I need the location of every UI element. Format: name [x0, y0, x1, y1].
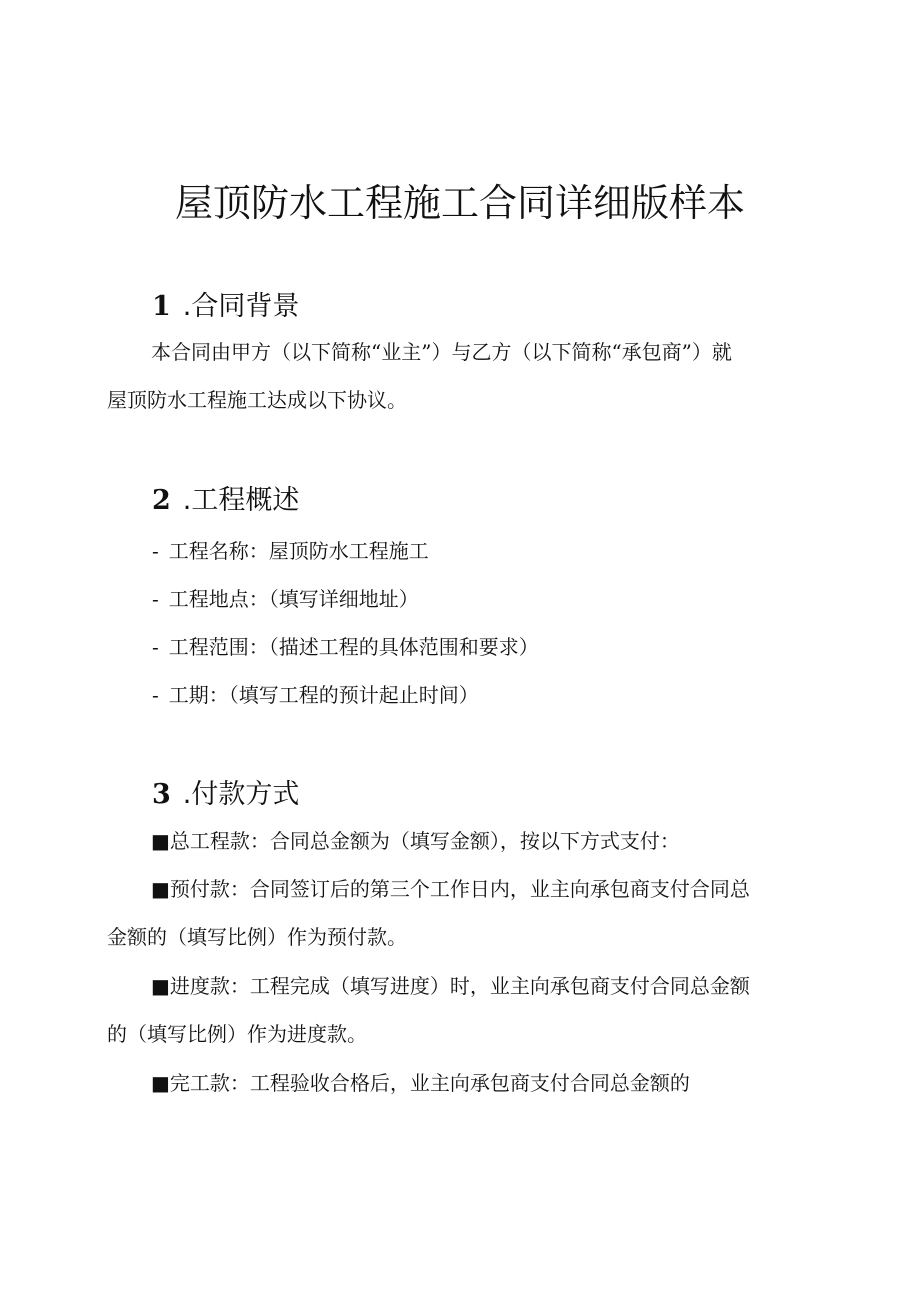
paragraph-line: 屋顶防水工程施工达成以下协议。	[107, 388, 407, 412]
section-title: .付款方式	[182, 779, 300, 810]
dash-bullet: -	[152, 587, 159, 611]
section-heading-background	[152, 284, 299, 323]
dash-bullet: -	[152, 635, 159, 659]
paragraph-line: ■进度款：工程完成（填写进度）时，业主向承包商支付合同总金额	[151, 974, 750, 998]
section-heading-overview	[152, 478, 299, 517]
payment-paragraph-total	[107, 817, 827, 865]
paragraph-line: 的（填写比例）作为进度款。	[107, 1022, 367, 1046]
section-title: .合同背景	[182, 291, 300, 322]
list-item	[152, 583, 419, 612]
list-item	[152, 631, 539, 660]
list-item	[152, 535, 429, 564]
paragraph-line: ■完工款：工程验收合格后，业主向承包商支付合同总金额的	[151, 1071, 690, 1095]
section-title: .工程概述	[182, 485, 300, 516]
payment-paragraph-progress	[107, 962, 827, 1058]
paragraph-line: 本合同由甲方（以下简称“业主”）与乙方（以下简称“承包商”）就	[151, 340, 732, 364]
section-number: 2	[152, 485, 171, 516]
paragraph-line: ■总工程款：合同总金额为（填写金额），按以下方式支付：	[151, 829, 680, 853]
payment-paragraph-completion	[107, 1059, 827, 1107]
list-item-text: 工程地点：（填写详细地址）	[168, 587, 419, 611]
section-number: 3	[152, 779, 171, 810]
list-item-text: 工期：（填写工程的预计起止时间）	[168, 683, 479, 707]
list-item-text: 工程名称：屋顶防水工程施工	[168, 539, 429, 563]
payment-paragraph-advance	[107, 865, 827, 961]
section-heading-payment	[152, 772, 299, 811]
dash-bullet: -	[152, 539, 159, 563]
list-item-text: 工程范围：（描述工程的具体范围和要求）	[168, 635, 539, 659]
list-item	[152, 679, 479, 708]
section-number: 1	[152, 291, 171, 322]
document-title: 屋顶防水工程施工合同详细版样本	[174, 181, 745, 225]
paragraph-line: ■预付款：合同签订后的第三个工作日内，业主向承包商支付合同总	[151, 877, 750, 901]
background-paragraph	[107, 328, 827, 424]
dash-bullet: -	[152, 683, 159, 707]
paragraph-line: 金额的（填写比例）作为预付款。	[107, 925, 407, 949]
